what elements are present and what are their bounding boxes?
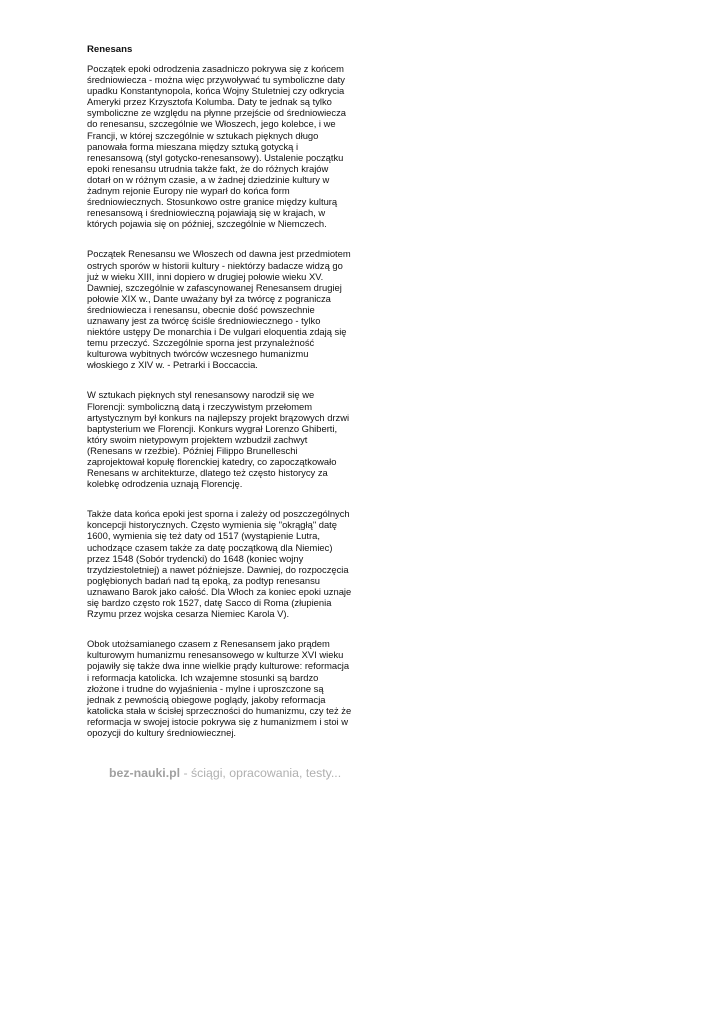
paragraph-gap — [87, 619, 367, 638]
footer-brand-link[interactable]: bez-nauki.pl — [109, 766, 181, 780]
paragraph: Początek epoki odrodzenia zasadniczo pokrywa się z końcem średniowiecza - można więc przywoływać tu symboliczne daty upadku Konstantynopola, końca Wojny Stuletniej czy odkrycia Ameryki przez Krzysztofa Kolumba. Daty te jednak są tylko symboliczne ze względu na płynne przejście od średniowiecza do renesansu, szczególnie we Włoszech, jego kolebce, i we Francji, w której szczególnie w sztukach pięknych długo panowała forma mieszana między sztuką gotycką i renesansową (styl gotycko-renesansowy). Ustalenie początku epoki renesansu utrudnia także fakt, że do różnych krajów dotarł on w różnym czasie, a w żadnej dziedzinie kultury w żadnym rejonie Europy nie wyparł do końca form średniowiecznych. Stosunkowo ostre granice między kulturą renesansową i średniowieczną pojawiają się w krajach, w których pojawia się on później, szczególnie w Niemczech. — [87, 63, 346, 230]
document-title: Renesans — [87, 44, 133, 55]
paragraph: Także data końca epoki jest sporna i zależy od poszczególnych koncepcji historycznych. Często wymienia się "okrągłą" datę 1600, wymienia się też daty od 1517 (wystąpienie Lutra, uchodzące czasem także za datę początkową dla Niemiec) przez 1548 (Sobór trydencki) do 1648 (koniec wojny trzydziestoletniej) a nawet późniejsze. Dawniej, do rozpoczęcia pogłębionych badań nad tą epoką, za podtyp renesansu uznawano Barok jako całość. Dla Włoch za koniec epoki uznaje się bardzo często rok 1527, datę Sacco di Roma (złupienia Rzymu przez wojska cesarza Niemiec Karola V). — [87, 508, 352, 620]
paragraph: W sztukach pięknych styl renesansowy narodził się we Florencji: symboliczną datą i rzeczywistym przełomem artystycznym był konkurs na najlepszy projekt brązowych drzwi baptysterium we Florencji. Konkurs wygrał Lorenzo Ghiberti, który swoim nietypowym projektem wzbudził zachwyt (Renesans w rzeźbie). Później Filippo Brunelleschi zaprojektował kopułę florenckiej katedry, co zapoczątkowało Renesans w architekturze, dlatego też często historycy za kolebkę odrodzenia uznają Florencję. — [87, 389, 350, 490]
document-body — [87, 44, 367, 738]
paragraph-gap — [87, 489, 367, 508]
paragraph-gap — [87, 370, 367, 389]
paragraph: Początek Renesansu we Włoszech od dawna jest przedmiotem ostrych sporów w historii kultury - niektórzy badacze widzą go już w wieku XIII, inni dopiero w drugiej połowie wieku XV. Dawniej, szczególnie w zafascynowanej Renesansem drugiej połowie XIX w., Dante uważany był za twórcę z pogranicza średniowiecza i renesansu, obecnie dość powszechnie uznawany jest za twórcę ściśle średniowiecznego - tylko niektóre ustępy De monarchia i De vulgari eloquentia zdają się temu przeczyć. Szczególnie sporna jest przynależność kulturowa wybitnych twórców wczesnego humanizmu włoskiego z XIV w. - Petrarki i Boccaccia. — [87, 248, 351, 371]
paragraph-gap — [87, 229, 367, 248]
paragraph: Obok utożsamianego czasem z Renesansem jako prądem kulturowym humanizmu renesansowego w kulturze XVI wieku pojawiły się także dwa inne wielkie prądy kulturowe: reformacja i reformacja katolicka. Ich wzajemne stosunki są bardzo złożone i trudne do wyjaśnienia - mylne i uproszczone są jednak z pewnością obiegowe poglądy, jakoby reformacja katolicka stała w ścisłej sprzeczności do humanizmu, czy też że reformacja w swojej istocie pokrywa się z humanizmem i stoi w opozycji do kultury średniowiecznej. — [87, 638, 352, 738]
footer-tagline: - ściągi, opracowania, testy... — [180, 766, 342, 780]
footer-watermark — [109, 766, 341, 781]
